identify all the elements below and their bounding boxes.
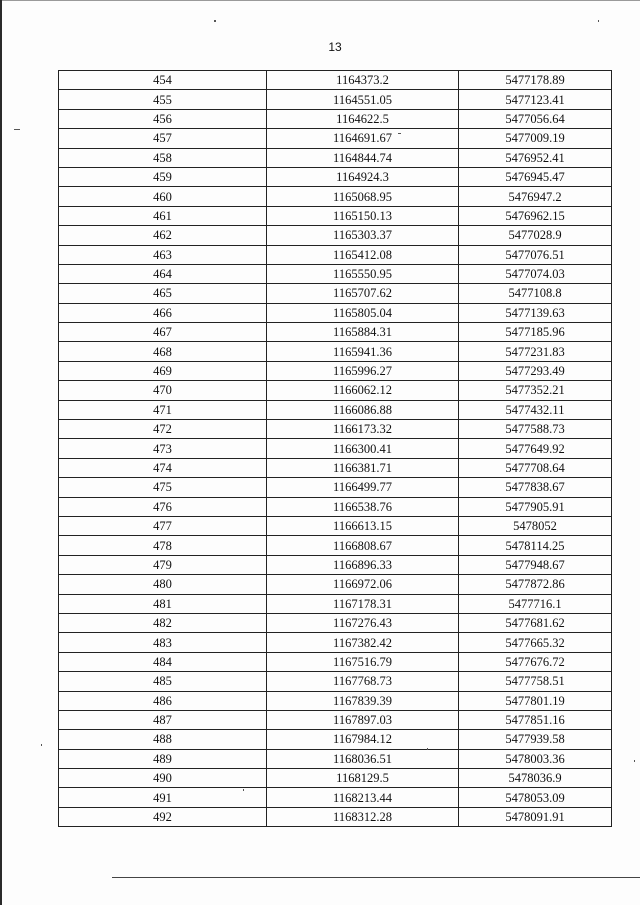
scan-speck [398,133,401,134]
table-cell-col-x: 1166173.32 [267,420,459,439]
table-cell-col-num: 478 [59,536,267,555]
scan-speck [427,748,428,750]
table-cell-col-num: 490 [59,769,267,788]
table-cell-col-y: 5477758.51 [459,672,612,691]
table-cell-col-num: 480 [59,575,267,594]
table-cell-col-y: 5478003.36 [459,749,612,768]
table-cell-col-num: 464 [59,264,267,283]
table-cell-col-x: 1167276.43 [267,613,459,632]
table-cell-col-x: 1164551.05 [267,90,459,109]
table-cell-col-num: 479 [59,555,267,574]
table-cell-col-y: 5477681.62 [459,613,612,632]
table-row [59,90,612,109]
table-row [59,536,612,555]
table-cell-col-x: 1167839.39 [267,691,459,710]
table-cell-col-num: 488 [59,730,267,749]
table-cell-col-num: 471 [59,400,267,419]
table-cell-col-y: 5477139.63 [459,303,612,322]
table-cell-col-x: 1168213.44 [267,788,459,807]
table-cell-col-x: 1166538.76 [267,497,459,516]
table-cell-col-num: 483 [59,633,267,652]
table-cell-col-y: 5477716.1 [459,594,612,613]
scan-speck [598,20,599,22]
table-row [59,633,612,652]
table-cell-col-y: 5477948.67 [459,555,612,574]
table-cell-col-num: 457 [59,129,267,148]
table-row [59,361,612,380]
table-row [59,245,612,264]
table-cell-col-x: 1165805.04 [267,303,459,322]
table-cell-col-x: 1165150.13 [267,206,459,225]
table-cell-col-y: 5478114.25 [459,536,612,555]
table-cell-col-num: 473 [59,439,267,458]
table-row [59,788,612,807]
table-row [59,594,612,613]
scan-speck [41,744,42,746]
table-row [59,167,612,186]
table-cell-col-y: 5477872.86 [459,575,612,594]
table-cell-col-x: 1164691.67 [267,129,459,148]
table-row [59,284,612,303]
table-row [59,497,612,516]
table-cell-col-num: 458 [59,148,267,167]
table-row [59,613,612,632]
table-cell-col-x: 1166972.06 [267,575,459,594]
table-cell-col-num: 470 [59,381,267,400]
table-cell-col-y: 5476962.15 [459,206,612,225]
table-cell-col-x: 1166896.33 [267,555,459,574]
table-row [59,381,612,400]
table-cell-col-x: 1166499.77 [267,478,459,497]
table-row [59,652,612,671]
table-cell-col-y: 5477108.8 [459,284,612,303]
table-cell-col-y: 5477851.16 [459,710,612,729]
table-cell-col-x: 1164924.3 [267,167,459,186]
table-row [59,323,612,342]
table-cell-col-num: 474 [59,458,267,477]
table-cell-col-x: 1164622.5 [267,109,459,128]
coordinates-table-body [59,71,612,827]
table-row [59,710,612,729]
table-row [59,555,612,574]
table-cell-col-y: 5477056.64 [459,109,612,128]
table-row [59,264,612,283]
table-cell-col-y: 5477665.32 [459,633,612,652]
table-cell-col-x: 1167382.42 [267,633,459,652]
table-cell-col-y: 5477231.83 [459,342,612,361]
table-cell-col-x: 1165303.37 [267,226,459,245]
table-cell-col-x: 1168036.51 [267,749,459,768]
table-cell-col-x: 1167768.73 [267,672,459,691]
table-row [59,400,612,419]
table-cell-col-y: 5477178.89 [459,71,612,90]
table-cell-col-num: 466 [59,303,267,322]
table-cell-col-y: 5476952.41 [459,148,612,167]
table-row [59,129,612,148]
table-cell-col-x: 1165412.08 [267,245,459,264]
table-row [59,769,612,788]
table-cell-col-num: 482 [59,613,267,632]
table-cell-col-num: 485 [59,672,267,691]
table-cell-col-x: 1166062.12 [267,381,459,400]
table-cell-col-y: 5478091.91 [459,807,612,826]
table-row [59,71,612,90]
table-cell-col-y: 5476947.2 [459,187,612,206]
table-cell-col-num: 477 [59,516,267,535]
table-row [59,148,612,167]
table-cell-col-num: 460 [59,187,267,206]
table-row [59,226,612,245]
table-cell-col-x: 1168312.28 [267,807,459,826]
table-cell-col-num: 463 [59,245,267,264]
table-cell-col-y: 5477649.92 [459,439,612,458]
table-cell-col-num: 491 [59,788,267,807]
table-cell-col-num: 467 [59,323,267,342]
table-cell-col-x: 1166086.88 [267,400,459,419]
table-cell-col-y: 5477838.67 [459,478,612,497]
table-cell-col-x: 1168129.5 [267,769,459,788]
table-row [59,458,612,477]
table-cell-col-num: 455 [59,90,267,109]
table-cell-col-x: 1167984.12 [267,730,459,749]
table-cell-col-x: 1166300.41 [267,439,459,458]
table-cell-col-num: 465 [59,284,267,303]
table-row [59,303,612,322]
table-cell-col-y: 5477293.49 [459,361,612,380]
table-cell-col-y: 5477432.11 [459,400,612,419]
table-cell-col-num: 476 [59,497,267,516]
table-row [59,187,612,206]
table-cell-col-num: 459 [59,167,267,186]
table-cell-col-x: 1167178.31 [267,594,459,613]
scan-speck [634,760,635,762]
table-cell-col-num: 486 [59,691,267,710]
table-row [59,342,612,361]
table-cell-col-x: 1165550.95 [267,264,459,283]
table-cell-col-y: 5477009.19 [459,129,612,148]
page-number: 13 [328,40,342,54]
table-row [59,109,612,128]
table-cell-col-num: 461 [59,206,267,225]
table-cell-col-num: 481 [59,594,267,613]
footer-rule [112,877,640,878]
table-row [59,749,612,768]
scan-speck [14,129,20,130]
table-cell-col-y: 5477939.58 [459,730,612,749]
table-cell-col-x: 1167516.79 [267,652,459,671]
scan-speck [214,20,216,22]
table-cell-col-y: 5477708.64 [459,458,612,477]
table-row [59,730,612,749]
table-cell-col-num: 484 [59,652,267,671]
table-cell-col-x: 1166381.71 [267,458,459,477]
table-cell-col-y: 5477185.96 [459,323,612,342]
table-cell-col-y: 5477076.51 [459,245,612,264]
table-cell-col-x: 1165996.27 [267,361,459,380]
table-cell-col-y: 5477801.19 [459,691,612,710]
table-cell-col-y: 5477123.41 [459,90,612,109]
table-cell-col-y: 5477905.91 [459,497,612,516]
table-cell-col-y: 5477588.73 [459,420,612,439]
table-cell-col-y: 5478053.09 [459,788,612,807]
table-cell-col-num: 462 [59,226,267,245]
table-cell-col-x: 1166808.67 [267,536,459,555]
table-cell-col-y: 5477028.9 [459,226,612,245]
page-left-edge [0,0,2,905]
table-cell-col-y: 5478052 [459,516,612,535]
table-cell-col-y: 5478036.9 [459,769,612,788]
table-cell-col-x: 1166613.15 [267,516,459,535]
table-cell-col-num: 489 [59,749,267,768]
page-top-edge [0,0,640,1]
table-row [59,672,612,691]
table-row [59,575,612,594]
table-cell-col-x: 1165884.31 [267,323,459,342]
table-cell-col-num: 487 [59,710,267,729]
table-cell-col-num: 454 [59,71,267,90]
table-cell-col-num: 456 [59,109,267,128]
table-cell-col-num: 469 [59,361,267,380]
table-cell-col-y: 5477352.21 [459,381,612,400]
table-row [59,478,612,497]
table-row [59,516,612,535]
table-cell-col-y: 5477074.03 [459,264,612,283]
table-cell-col-num: 492 [59,807,267,826]
coordinates-table [58,70,612,827]
table-cell-col-x: 1167897.03 [267,710,459,729]
table-row [59,206,612,225]
table-row [59,420,612,439]
table-cell-col-x: 1165707.62 [267,284,459,303]
table-cell-col-x: 1164373.2 [267,71,459,90]
scan-speck [243,789,244,791]
table-cell-col-x: 1164844.74 [267,148,459,167]
table-row [59,807,612,826]
table-cell-col-x: 1165941.36 [267,342,459,361]
table-cell-col-x: 1165068.95 [267,187,459,206]
table-cell-col-y: 5476945.47 [459,167,612,186]
table-row [59,691,612,710]
table-row [59,439,612,458]
table-cell-col-num: 475 [59,478,267,497]
table-cell-col-num: 468 [59,342,267,361]
table-cell-col-y: 5477676.72 [459,652,612,671]
table-cell-col-num: 472 [59,420,267,439]
